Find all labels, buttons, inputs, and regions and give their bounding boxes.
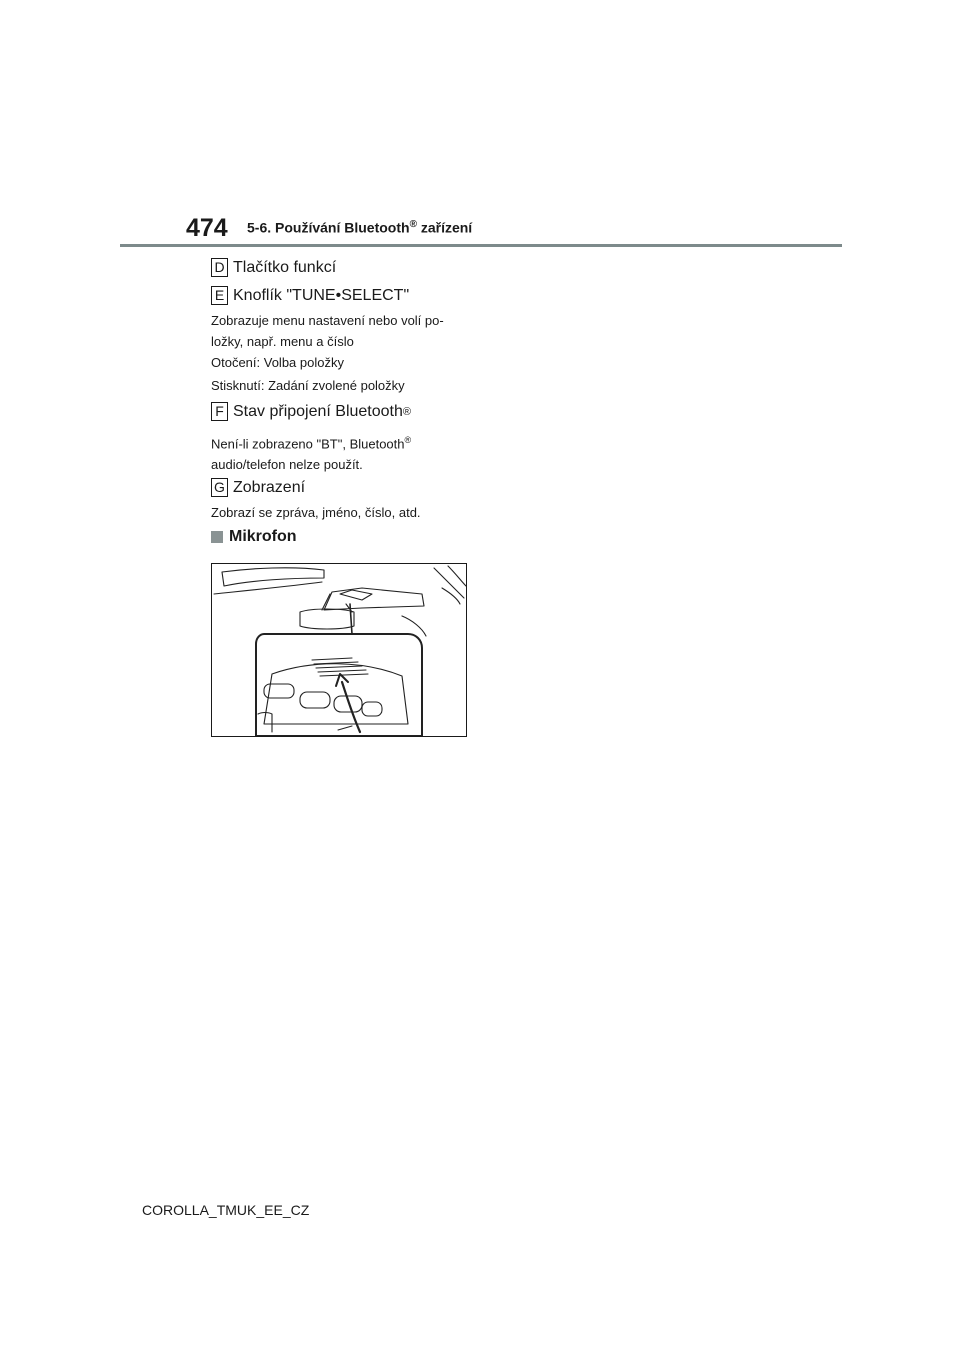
letter-box-g: G [211,478,228,497]
letter-box-f: F [211,402,228,421]
subheading-mikrofon [211,528,297,546]
item-f-label: Stav připojení Bluetooth [233,402,403,420]
section-title-prefix: 5-6. Používání Bluetooth [247,219,410,236]
letter-box-d: D [211,258,228,277]
item-f-description [211,430,411,475]
desc-press: Stisknutí: Zadání zvolené položky [211,378,405,393]
item-e-description [211,310,444,352]
item-g-description: Zobrazí se zpráva, jméno, číslo, atd. [211,505,421,520]
desc-line: ložky, např. menu a číslo [211,334,354,349]
microphone-illustration [211,563,467,737]
desc-line [211,430,411,454]
desc-line: Zobrazuje menu nastavení nebo volí po- [211,313,444,328]
item-g-label: Zobrazení [233,478,306,496]
item-e-label: Knoflík "TUNE•SELECT" [233,286,410,304]
desc-rotate: Otočení: Volba položky [211,355,344,370]
registered-mark: ® [409,219,417,230]
item-f [211,402,411,421]
registered-mark: ® [404,435,412,445]
header-rule [120,244,842,247]
item-g [211,478,305,497]
item-e [211,286,409,305]
footer-document-code: COROLLA_TMUK_EE_CZ [142,1202,310,1218]
desc-text: Není-li zobrazeno "BT", Bluetooth [211,436,405,452]
page-number: 474 [186,214,228,242]
letter-box-e: E [211,286,228,305]
square-bullet-icon [211,531,223,543]
subheading-text: Mikrofon [229,528,297,545]
item-d [211,258,336,277]
registered-mark: ® [402,405,411,418]
car-ceiling-illustration [212,564,466,736]
section-title [247,219,472,236]
desc-line: audio/telefon nelze použít. [211,457,363,473]
section-title-suffix: zařízení [416,219,473,236]
item-d-label: Tlačítko funkcí [233,258,337,276]
